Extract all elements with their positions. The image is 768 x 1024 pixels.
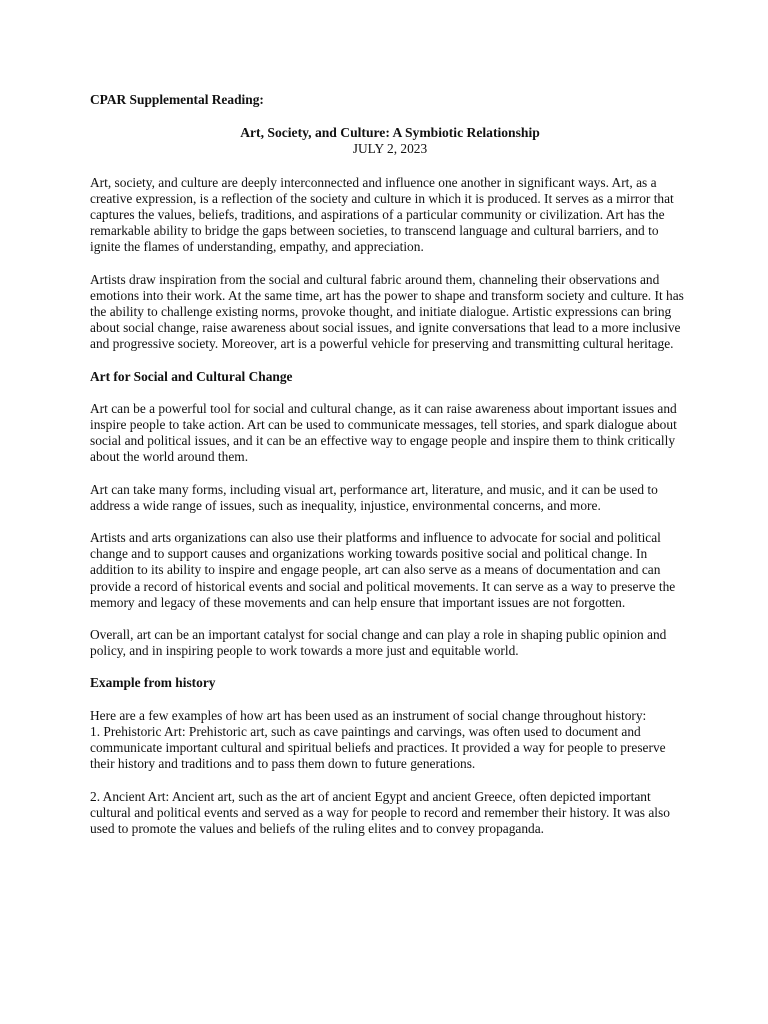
section1-paragraph-2: Art can take many forms, including visual art, performance art, literature, and music, and it can be used to address a wide range of issues, such as inequality, injustice, environmental concerns, and more. <box>90 481 658 513</box>
document-title: Art, Society, and Culture: A Symbiotic Relationship <box>240 125 540 141</box>
document-date: JULY 2, 2023 <box>352 141 428 157</box>
document-page <box>90 92 690 853</box>
history-item-ancient: 2. Ancient Art: Ancient art, such as the art of ancient Egypt and ancient Greece, often depicted important cultural and political events and served as a way for people to record and remember their history. It was also used to promote the values and beliefs of the ruling elites and to convey propaganda. <box>90 788 670 836</box>
intro-paragraph-2: Artists draw inspiration from the social and cultural fabric around them, channeling their observations and emotions into their work. At the same time, art has the power to shape and transform society and culture. It has the ability to challenge existing norms, provoke thought, and initiate dialogue. Artistic expressions can bring about social change, raise awareness about social issues, and ignite conversations that lead to a more inclusive and progressive society. Moreover, art is a powerful vehicle for preserving and transmitting cultural heritage. <box>90 271 684 352</box>
history-intro: Here are a few examples of how art has been used as an instrument of social change throughout history: <box>90 707 647 723</box>
section1-paragraph-1: Art can be a powerful tool for social and cultural change, as it can raise awareness about important issues and inspire people to take action. Art can be used to communicate messages, tell stories, and spark dialogue about social and political issues, and it can be an effective way to engage people and inspire them to think critically about the world around them. <box>90 400 677 465</box>
section-heading-social-change: Art for Social and Cultural Change <box>90 368 293 384</box>
section-heading-history: Example from history <box>90 675 216 691</box>
intro-paragraph-1: Art, society, and culture are deeply interconnected and influence one another in significant ways. Art, as a creative expression, is a reflection of the society and culture in which it is produced. It serves as a mirror that captures the values, beliefs, traditions, and aspirations of a particular community or civilization. Art has the remarkable ability to bridge the gaps between societies, to transcend language and cultural barriers, and to ignite the flames of understanding, empathy, and appreciation. <box>90 174 674 255</box>
section1-paragraph-4: Overall, art can be an important catalyst for social change and can play a role in shaping public opinion and policy, and in inspiring people to work towards a more just and equitable world. <box>90 627 667 659</box>
document-label: CPAR Supplemental Reading: <box>90 92 264 107</box>
history-item-prehistoric: 1. Prehistoric Art: Prehistoric art, such as cave paintings and carvings, was often used to document and communicate important cultural and spiritual beliefs and practices. It provided a way for people to preserve their history and traditions and to pass them down to future generations. <box>90 723 666 772</box>
section1-paragraph-3: Artists and arts organizations can also use their platforms and influence to advocate for social and political change and to support causes and organizations working towards positive social and political change. In addition to its ability to inspire and engage people, art can also serve as a means of documentation and can provide a record of historical events and social and political movements. It can serve as a way to preserve the memory and legacy of these movements and can help ensure that important issues are not forgotten. <box>90 530 676 610</box>
